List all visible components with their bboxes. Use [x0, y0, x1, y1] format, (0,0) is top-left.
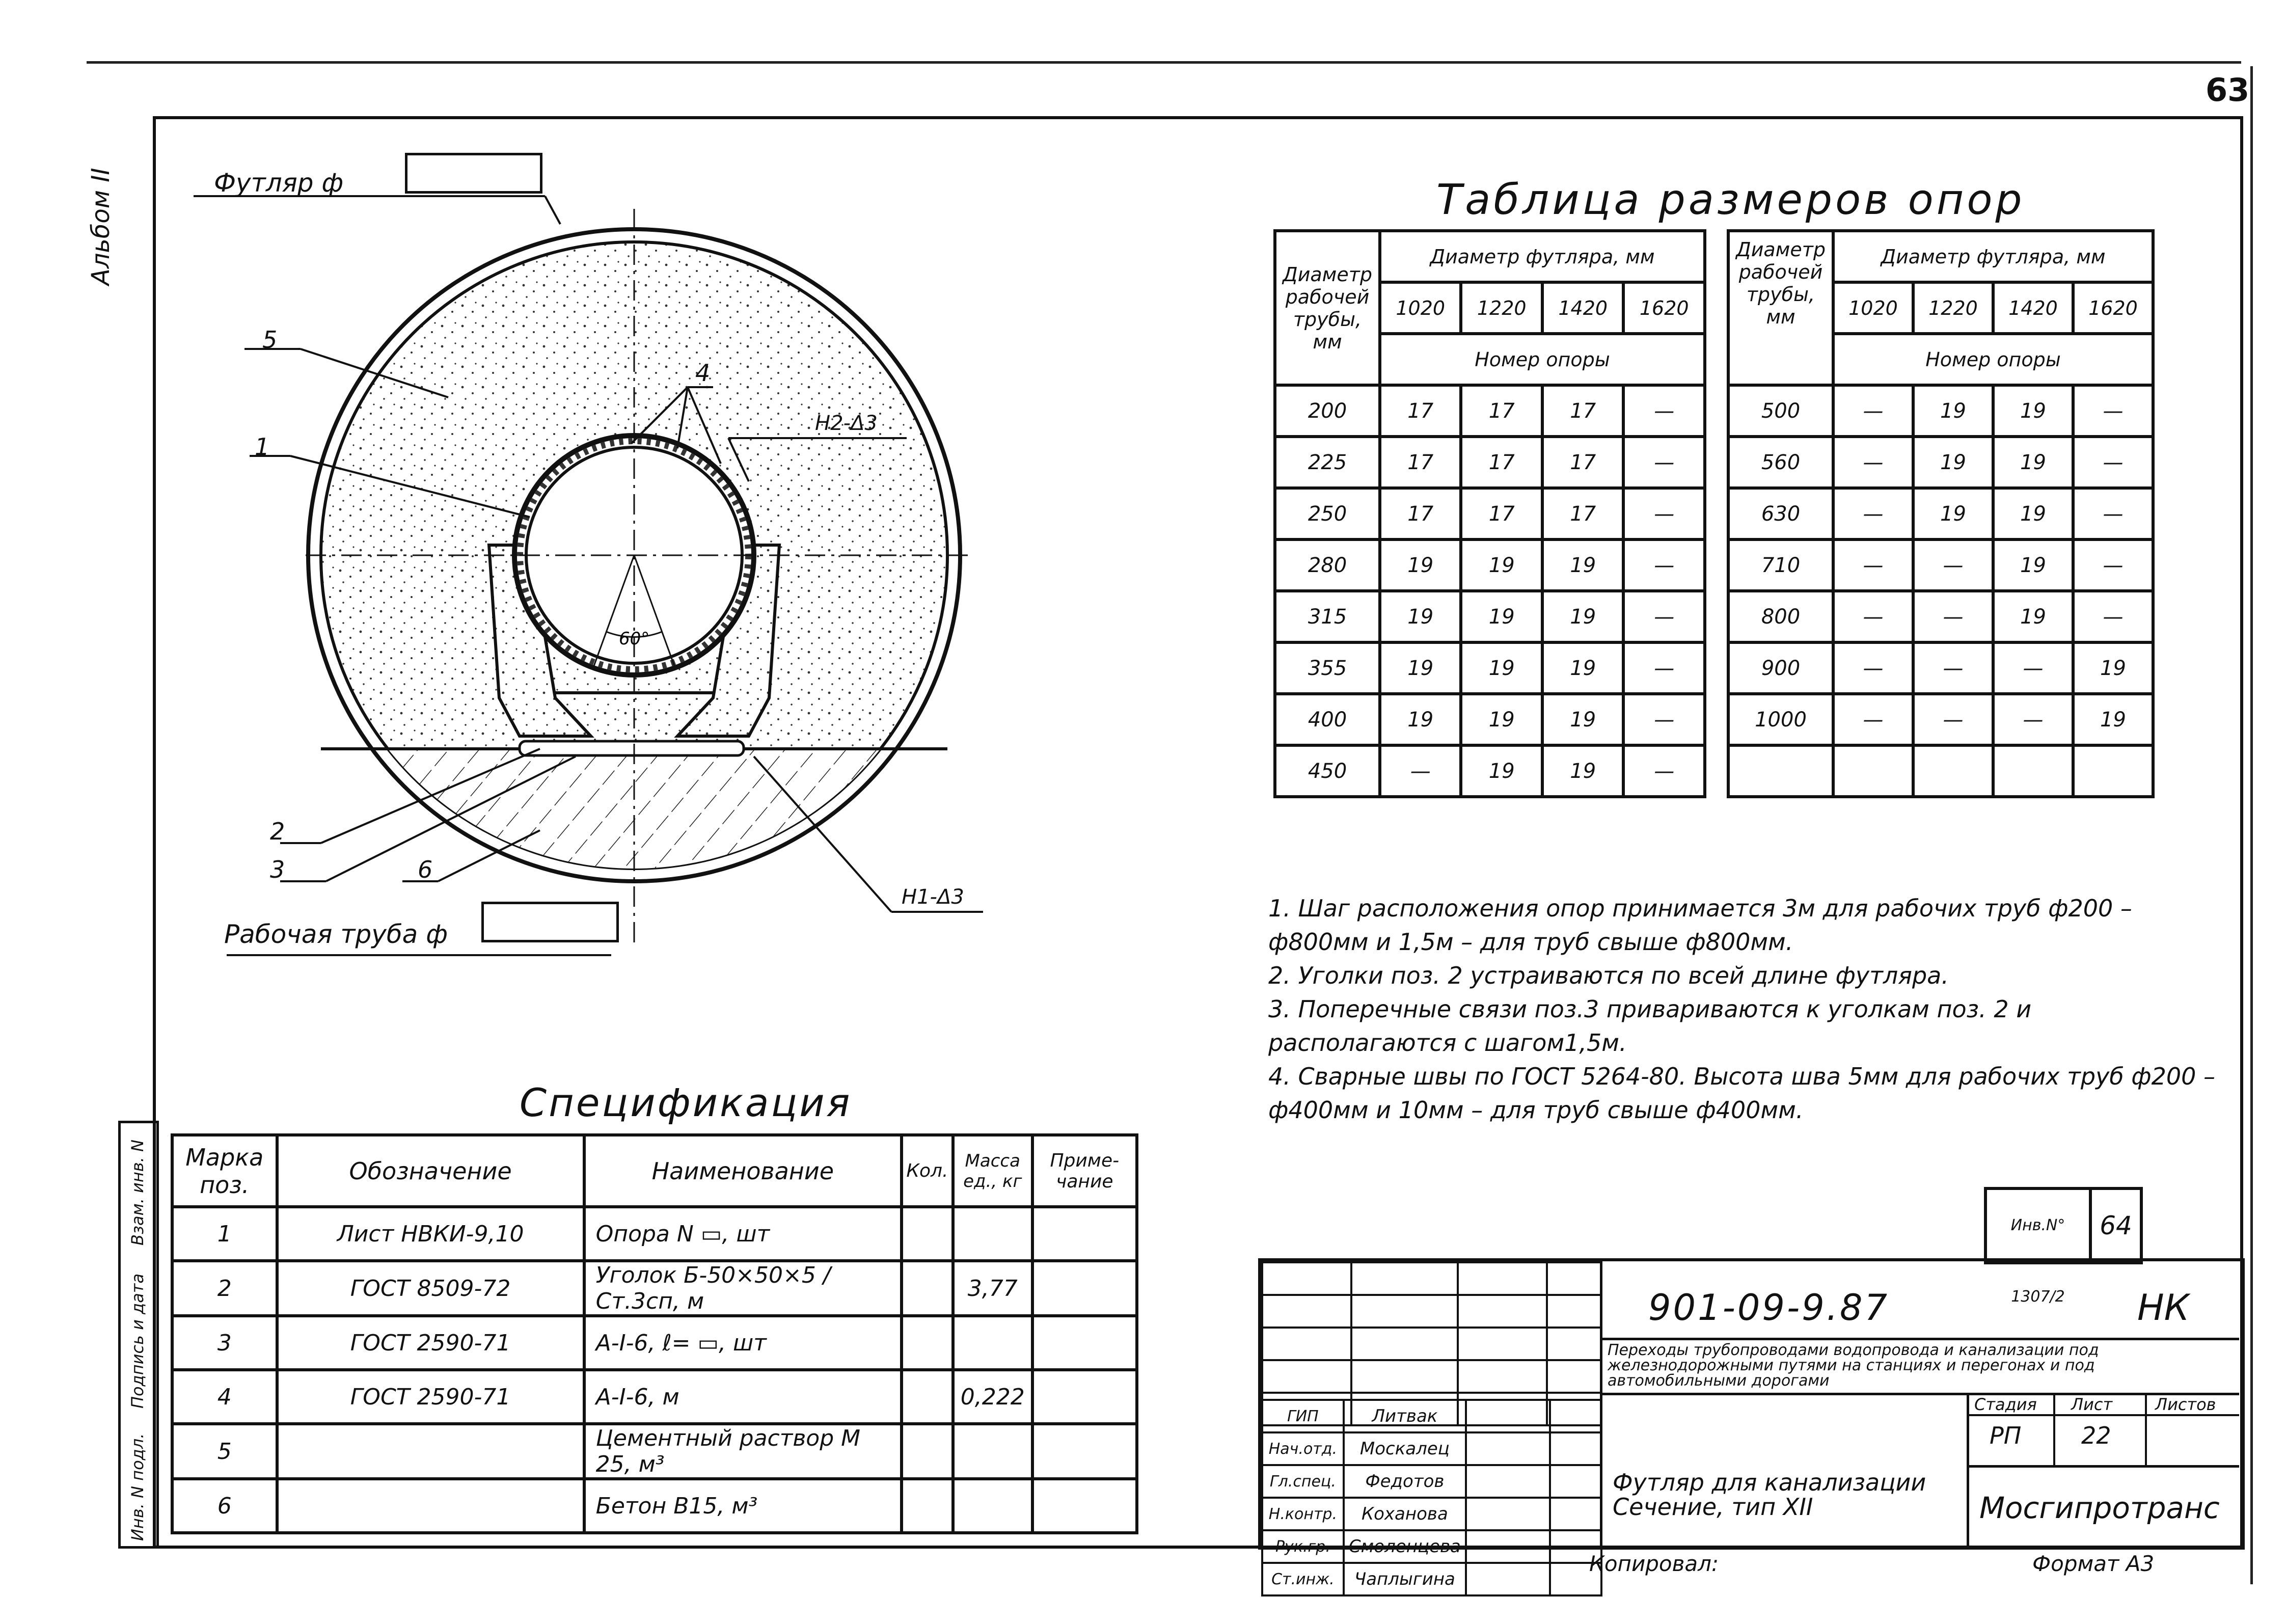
note-3: 3. Поперечные связи поз.3 привариваются к уголкам поз. 2 и располагаются с шагом1,5м. — [1268, 995, 2032, 1057]
case-dia-1020: 1020 — [1380, 282, 1461, 334]
role-row: Гл.спец. Федотов — [1262, 1465, 1601, 1498]
note-1: 1. Шаг расположения опор принимается 3м для рабочих труб ф200 – ф800мм и 1,5м – для труб свыше ф800мм. — [1268, 895, 2132, 956]
table-row: 710 — — 19 — — [1728, 539, 2153, 591]
weld-upper-label: Н2-Δ3 — [815, 412, 878, 435]
weld-lower-label: Н1-Δ3 — [902, 885, 964, 909]
sheet-label: Лист — [2071, 1395, 2113, 1414]
table-row: 315 19 19 19 — — [1275, 591, 1705, 642]
case-dia-1020: 1020 — [1833, 282, 1913, 334]
work-pipe-diameter-box — [481, 902, 619, 942]
table-row: 6 Бетон В15, м³ — [172, 1479, 1137, 1533]
table-row: 250 17 17 17 — — [1275, 488, 1705, 539]
table-row: 560 — 19 19 — — [1728, 437, 2153, 488]
note-4: 4. Сварные швы по ГОСТ 5264-80. Высота шва 5мм для рабочих труб ф200 – ф400мм и 10мм – для труб свыше ф400мм. — [1268, 1063, 2216, 1124]
page-number: 63 — [2206, 71, 2250, 109]
angle-label: 60° — [619, 629, 650, 649]
callout-4: 4 — [695, 359, 711, 387]
support-no-label: Номер опоры — [1833, 334, 2153, 385]
work-pipe-label: Рабочая труба ф — [224, 919, 448, 949]
role-row: Н.контр. Кохановa — [1262, 1498, 1601, 1530]
table-row: 1 Лист НВКИ-9,10 Опора N ▭, шт — [172, 1207, 1137, 1261]
side-stamp — [118, 1121, 159, 1549]
inventory-box — [1984, 1187, 2143, 1306]
spec-h-note: Приме- чание — [1032, 1135, 1137, 1207]
sizes-table-left — [1273, 229, 1706, 798]
format-label: Формат А3 — [2032, 1551, 2155, 1576]
sizes-col-case-dia: Диаметр футляра, мм — [1380, 231, 1705, 282]
case-dia-1220: 1220 — [1913, 282, 1993, 334]
side-stamp-sign: Подпись и дата — [128, 1273, 147, 1409]
stage-value: РП — [1990, 1422, 2022, 1449]
callout-1: 1 — [255, 433, 270, 461]
notes — [1268, 891, 2216, 1127]
case-dia-1220: 1220 — [1461, 282, 1542, 334]
table-row: 400 19 19 19 — — [1275, 694, 1705, 745]
role-row: Ст.инж. Чаплыгина — [1262, 1563, 1601, 1595]
table-row: 4 ГОСТ 2590-71 А-I-6, м 0,222 — [172, 1370, 1137, 1424]
callout-3: 3 — [270, 856, 285, 883]
sheet-value: 22 — [2081, 1422, 2111, 1449]
sizes-table-right — [1727, 229, 2155, 798]
case-label: Футляр ф — [214, 168, 344, 198]
sizes-right-col-work-dia: Диаметр рабочей трубы, мм — [1728, 231, 1833, 334]
role-row: Рук.гр. Смоленцева — [1262, 1530, 1601, 1563]
sizes-col-work-dia: Диаметр рабочей трубы, мм — [1275, 231, 1380, 385]
table-row: 225 17 17 17 — — [1275, 437, 1705, 488]
table-row: 500 — 19 19 — — [1728, 385, 2153, 437]
sizes-right-col-case-dia: Диаметр футляра, мм — [1833, 231, 2153, 282]
side-stamp-replace: Взам. инв. N — [128, 1140, 147, 1246]
drawing-mark: НК — [2137, 1287, 2190, 1329]
table-row: 800 — — 19 — — [1728, 591, 2153, 642]
callout-5: 5 — [262, 326, 278, 354]
note-2: 2. Уголки поз. 2 устраиваются по всей длине футляра. — [1268, 962, 1949, 989]
sheets-label: Листов — [2155, 1395, 2216, 1414]
spec-table — [171, 1133, 1138, 1534]
table-row: 450 — 19 19 — — [1275, 745, 1705, 797]
table-row: 1000 — — — 19 — [1728, 694, 2153, 745]
callout-6: 6 — [418, 856, 433, 883]
spec-h-qty: Кол. — [902, 1135, 953, 1207]
sheet-ref: 64 — [2100, 1211, 2132, 1240]
inventory-number: Инв.N° 1307/2 — [1987, 1190, 2092, 1261]
table-row — [1728, 745, 2153, 797]
sizes-table-title: Таблица размеров опор — [1436, 176, 2025, 224]
right-edge — [2250, 66, 2253, 1584]
spec-h-mark: Марка поз. — [172, 1135, 277, 1207]
callout-2: 2 — [270, 818, 285, 845]
copied-label: Копировал: — [1589, 1551, 1719, 1576]
spec-title: Спецификация — [520, 1080, 852, 1125]
table-row: 630 — 19 19 — — [1728, 488, 2153, 539]
table-row: 5 Цементный раствор М 25, м³ — [172, 1424, 1137, 1479]
table-row: 900 — — — 19 — [1728, 642, 2153, 694]
role-row: Нач.отд. Москалец — [1262, 1432, 1601, 1465]
project-title: Переходы трубопроводами водопровода и канализации под железнодорожными путями на станциях и перегонах и под автомобильными дорогами — [1608, 1341, 2099, 1390]
spec-h-mass: Масса ед., кг — [953, 1135, 1032, 1207]
spec-h-designation: Обозначение — [277, 1135, 584, 1207]
case-diameter-box — [405, 153, 542, 194]
support-no-label: Номер опоры — [1380, 334, 1705, 385]
sheet-title: Футляр для канализации Сечение, тип XII — [1613, 1469, 1926, 1521]
stage-label: Стадия — [1974, 1395, 2037, 1414]
spec-h-name: Наименование — [584, 1135, 902, 1207]
roles-grid — [1261, 1399, 1602, 1596]
table-row: 2 ГОСТ 8509-72 Уголок Б-50×50×5 / Ст.3сп, м 3,77 — [172, 1261, 1137, 1316]
role-row: ГИП Литвак — [1262, 1400, 1601, 1432]
top-border — [87, 61, 2241, 64]
case-dia-1620: 1620 — [2073, 282, 2153, 334]
drawing-code: 901-09-9.87 — [1648, 1287, 1890, 1329]
table-row: 280 19 19 19 — — [1275, 539, 1705, 591]
side-stamp-inv: Инв. N подл. — [128, 1433, 147, 1541]
case-dia-1620: 1620 — [1623, 282, 1705, 334]
organization: Мосгипротранс — [1979, 1491, 2220, 1525]
table-row: 3 ГОСТ 2590-71 А-I-6, ℓ= ▭, шт — [172, 1316, 1137, 1370]
case-dia-1420: 1420 — [1993, 282, 2073, 334]
case-dia-1420: 1420 — [1542, 282, 1623, 334]
table-row: 200 17 17 17 — — [1275, 385, 1705, 437]
album-label: Альбом II — [87, 168, 115, 285]
table-row: 355 19 19 19 — — [1275, 642, 1705, 694]
